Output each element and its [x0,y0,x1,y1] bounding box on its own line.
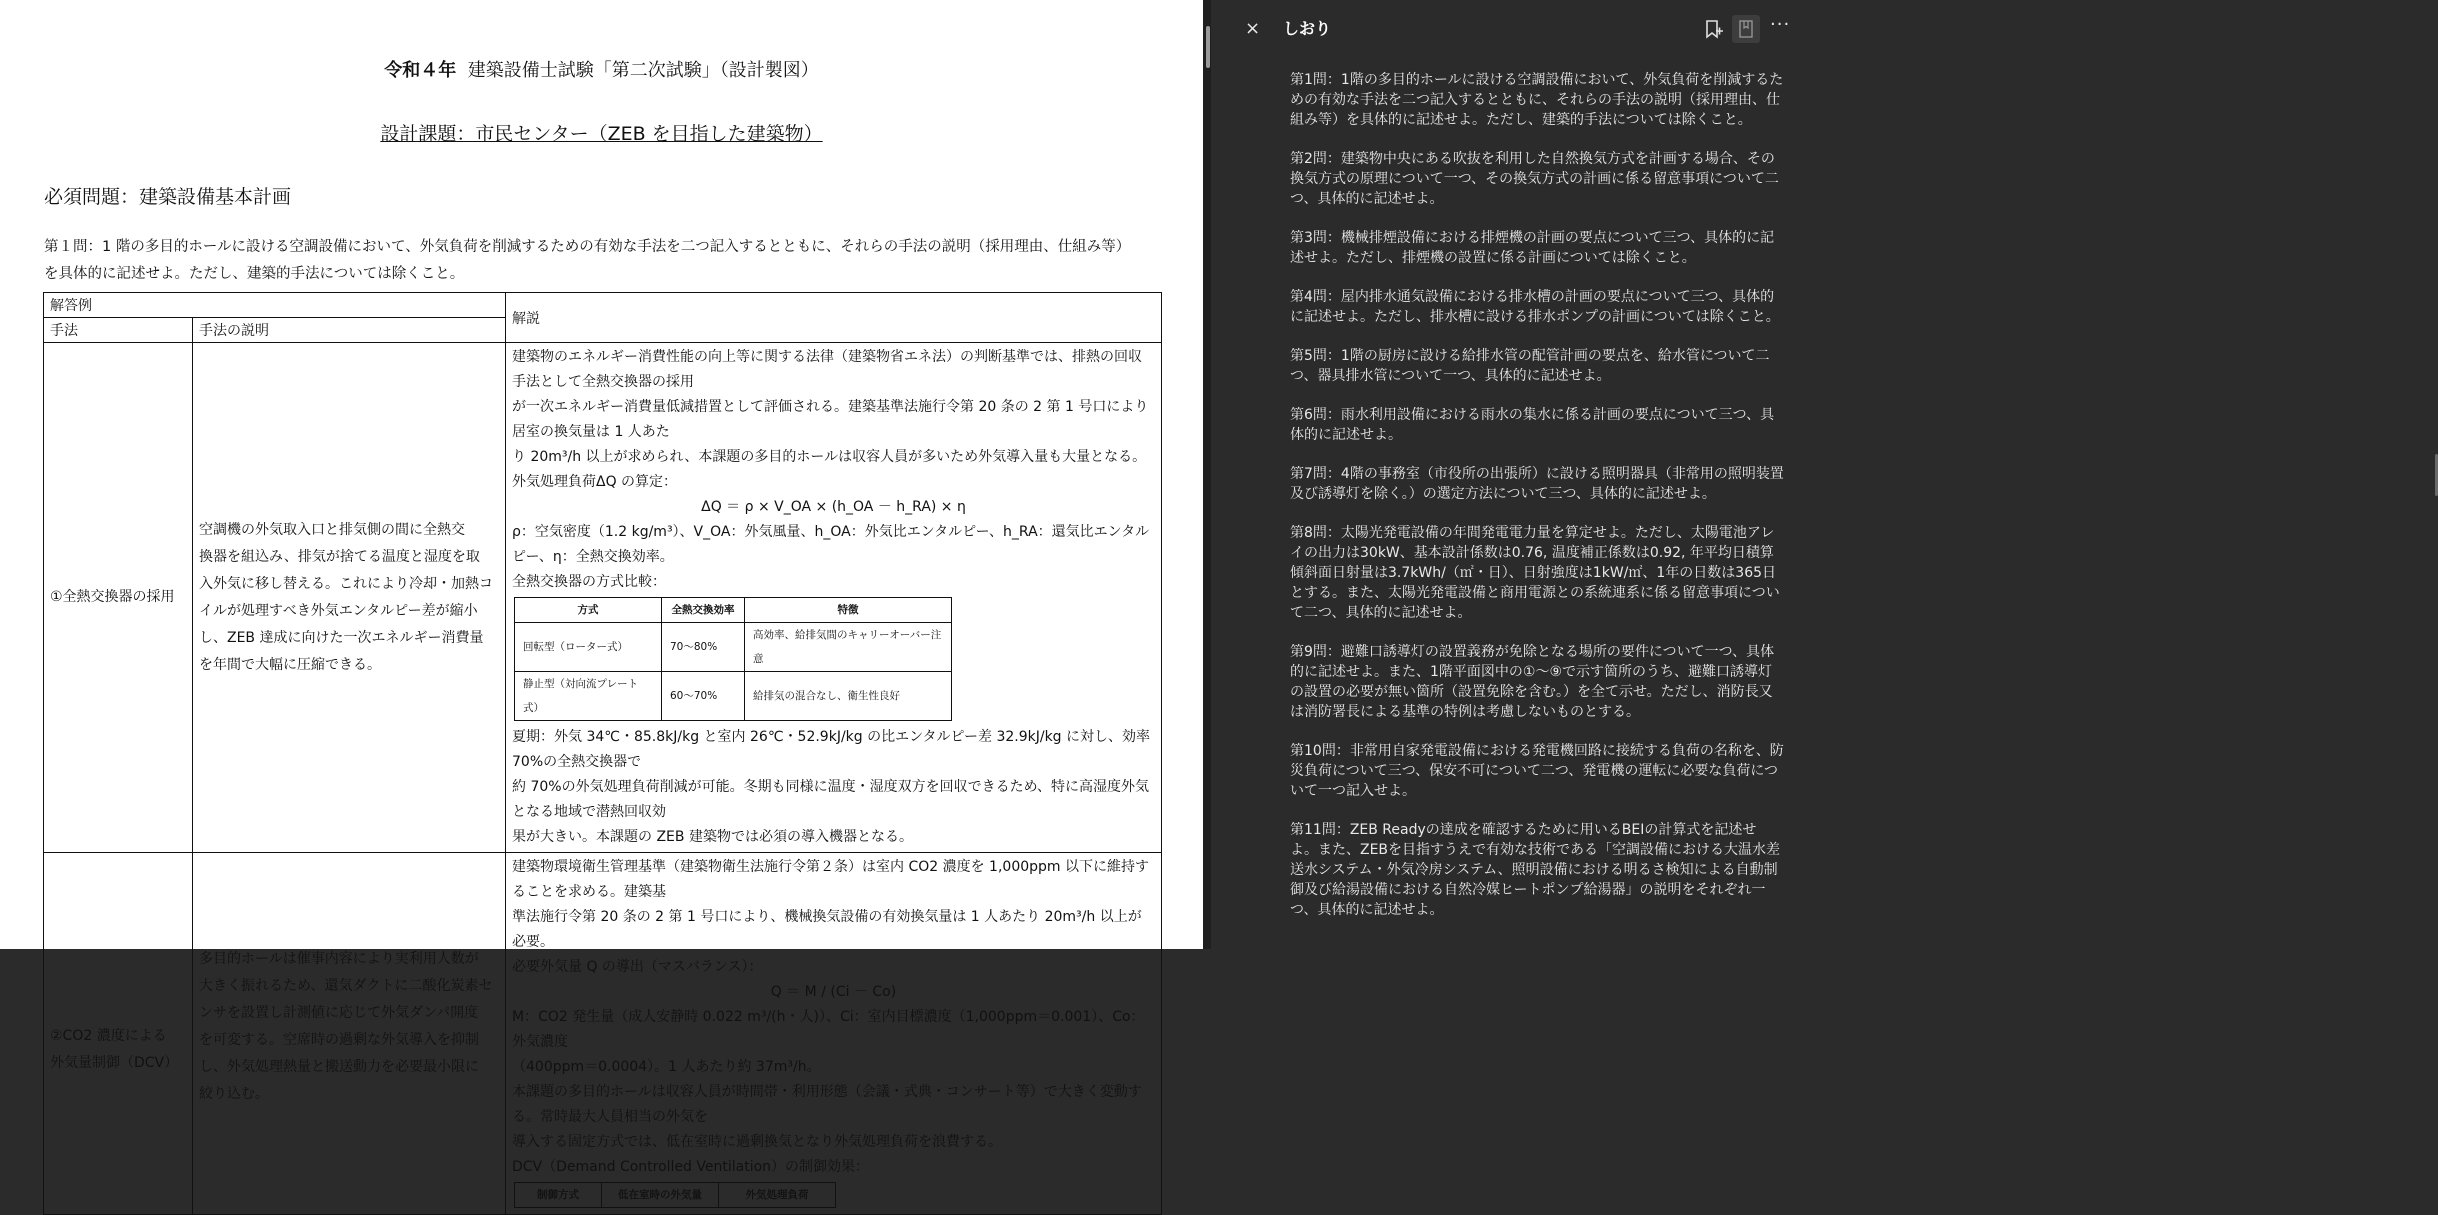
header-method: 手法 [44,318,193,343]
bookmark-item[interactable]: 第1問：1階の多目的ホールに設ける空調設備において、外気負荷を削減するための有効な手法を二つ記入するとともに、それらの手法の説明（採用理由、仕組み等）を具体的に記述せよ。ただし、建築的手法については除くこと。 [1290,72,1784,128]
question-text-line2: を具体的に記述せよ。ただし、建築的手法については除くこと。 [44,266,465,282]
method-cell: ②CO2 濃度による 外気量制御（DCV） [44,853,193,1215]
table-row [44,343,1162,853]
add-bookmark-icon[interactable] [1702,18,1724,40]
exam-title [0,56,1203,82]
bookmark-item[interactable]: 第11問：ZEB Readyの達成を確認するために用いるBEIの計算式を記述せよ。また、ZEBを目指すうえで有効な技術である「空調設備における大温水差送水システム・外気冷房システム、照明設備における明るさ検知による自動制御及び給湯設備における自然冷媒ヒートポンプ給湯器」の説明をそれぞれ一つ、具体的に記述せよ。 [1290,822,1781,918]
comparison-table: 方式 全熱交換効率 特徴 回転型（ローター式） 70～80% 高効率、給排気間のキャリーオーバー注意 静止型（対向流プレート式） 60～70% 給排気の混合なし、衛生性良好 [514,597,952,721]
document-scrollbar-thumb[interactable] [1206,26,1210,68]
bookmark-item[interactable]: 第10問：非常用自家発電設備における発電機回路に接続する負荷の名称を、防災負荷について三つ、保安不可について二つ、発電機の運転に必要な負荷について一つ記入せよ。 [1290,743,1784,799]
answer-table [43,292,1162,1215]
bookmark-item[interactable]: 第8問：太陽光発電設備の年間発電電力量を算定せよ。ただし、太陽電池アレイの出力は30kW、基本設計係数は0.76, 温度補正係数は0.92, 年平均日積算傾斜面日射量は3.7kWh/（㎡・日）、日射強度は1kW/㎡、1年の日数は365日とする。また、太陽光発電設備と商用電源との系統連系に係る留意事項について二つ、具体的に記述せよ。 [1290,525,1780,621]
section-heading: 必須問題：建築設備基本計画 [44,186,292,208]
document-viewer[interactable] [0,0,1203,1201]
bookmark-item[interactable]: 第4問：屋内排水通気設備における排水槽の計画の要点について三つ、具体的に記述せよ。ただし、排水槽に設ける排水ポンプの計画については除くこと。 [1290,289,1780,325]
explanation-cell: 建築物環境衛生管理基準（建築物衛生法施行令第２条）は室内 CO2 濃度を 1,000ppm 以下に維持することを求める。建築基 準法施行令第 20 条の 2 第 1 号口により、機械換気設備の有効換気量は 1 人あたり 20m³/h 以上が必要。 必要外気量 Q の導出（マスバランス）： Q ＝ M / (Ci － Co) M：CO2 発生量（成人安静時 0.022 m³/(h・人)）、Ci：室内目標濃度（1,000ppm＝0.001）、Co：外気濃度 （400ppm＝0.0004）。1 人あたり約 37m³/h。 本課題の多目的ホールは収容人員が時間帯・利用形態（会議・式典・コンサート等）で大きく変動する。常時最大人員相当の外気を 導入する固定方式では、低在室時に過剰換気となり外気処理負荷を浪費する。 DCV（Demand Controlled Ventilation）の制御効果： 制御方式 低在室時の外気量 外気処理負荷 [506,853,1162,1215]
header-example: 解答例 [44,293,506,318]
design-subject: 設計課題：市民センター（ZEB を目指した建築物） [380,123,823,145]
method-cell: ①全熱交換器の採用 [44,343,193,853]
bookmark-item[interactable]: 第7問：4階の事務室（市役所の出張所）に設ける照明器具（非常用の照明装置及び誘導灯を除く。）の選定方法について三つ、具体的に記述せよ。 [1290,466,1784,502]
exam-year: 令和４年 [384,60,457,81]
bookmark-item[interactable]: 第5問：1階の厨房に設ける給排水管の配管計画の要点を、給水管について二つ、器具排水管について一つ、具体的に記述せよ。 [1290,348,1770,384]
comparison-table: 制御方式 低在室時の外気量 外気処理負荷 [514,1182,836,1208]
bookmark-view-icon[interactable] [1732,15,1760,43]
more-options-icon[interactable]: ··· [1770,14,1791,35]
bookmark-list [1290,70,1784,939]
bookmark-item[interactable]: 第6問：雨水利用設備における雨水の集水に係る計画の要点について三つ、具体的に記述せよ。 [1290,407,1775,443]
description-cell: 多目的ホールは催事内容により実利用人数が 大きく振れるため、還気ダクトに二酸化炭素セ ンサを設置し計測値に応じて外気ダンパ開度 を可変する。空席時の過剰な外気導入を抑制 し、外気処理熱量と搬送動力を必要最小限に 絞り込む。 [193,853,506,1215]
exam-name: 建築設備士試験「第二次試験」（設計製図） [467,60,819,81]
document-page [0,0,1203,1201]
explanation-cell: 建築物のエネルギー消費性能の向上等に関する法律（建築物省エネ法）の判断基準では、排熱の回収手法として全熱交換器の採用 が一次エネルギー消費量低減措置として評価される。建築基準法施行令第 20 条の 2 第 1 号口により居室の換気量は 1 人あた り 20m³/h 以上が求められ、本課題の多目的ホールは収容人員が多いため外気導入量も大量となる。 外気処理負荷ΔQ の算定： ΔQ ＝ ρ × V_OA × (h_OA － h_RA) × η ρ：空気密度（1.2 kg/m³）、V_OA：外気風量、h_OA：外気比エンタルピー、h_RA：還気比エンタルピー、η：全熱交換効率。 全熱交換器の方式比較： 方式 全熱交換効率 特徴 回転型（ローター式） 70～80% 高効率、給排気間のキャリーオーバー注意 静止型（対向流プレート式） 60～70% 給排気の混合なし、衛生性良好 夏期：外気 34℃・85.8kJ/kg と室内 26℃・52.9kJ/kg の比エンタルピー差 32.9kJ/kg に対し、効率 70%の全熱交換器で 約 70%の外気処理負荷削減が可能。冬期も同様に温度・湿度双方を回収できるため、特に高湿度外気となる地域で潜熱回収効 果が大きい。本課題の ZEB 建築物では必須の導入機器となる。 [506,343,1162,853]
bookmark-item[interactable]: 第9問：避難口誘導灯の設置義務が免除となる場所の要件について一つ、具体的に記述せよ。また、1階平面図中の①～⑨で示す箇所のうち、避難口誘導灯の設置の必要が無い箇所（設置免除を含む。）を全て示せ。ただし、消防長又は消防署長による基準の特例は考慮しないものとする。 [1290,644,1775,720]
close-icon[interactable]: × [1245,18,1261,39]
bookmark-item[interactable]: 第3問：機械排煙設備における排煙機の計画の要点について三つ、具体的に記述せよ。ただし、排煙機の設置に係る計画については除くこと。 [1290,230,1775,266]
table-row [44,853,1162,1215]
formula: ΔQ ＝ ρ × V_OA × (h_OA － h_RA) × η [701,499,966,515]
question-text-line1: 第１問：1 階の多目的ホールに設ける空調設備において、外気負荷を削減するための有効な手法を二つ記入するとともに、それらの手法の説明（採用理由、仕組み等） [44,239,1131,255]
formula: Q ＝ M / (Ci － Co) [770,984,897,1000]
header-description: 手法の説明 [193,318,506,343]
description-cell: 空調機の外気取入口と排気側の間に全熱交 換器を組込み、排気が捨てる温度と湿度を取 入外気に移し替える。これにより冷却・加熱コ イルが処理すべき外気エンタルピー差が縮小 し、ZEB 達成に向けた一次エネルギー消費量 を年間で大幅に圧縮できる。 [193,343,506,853]
panel-title: しおり [1283,19,1332,38]
bookmark-item[interactable]: 第2問：建築物中央にある吹抜を利用した自然換気方式を計画する場合、その換気方式の原理について一つ、その換気方式の計画に係る留意事項について二つ、具体的に記述せよ。 [1290,151,1779,207]
document-scrollbar-track[interactable] [1203,0,1211,949]
header-explanation: 解説 [506,293,1162,343]
